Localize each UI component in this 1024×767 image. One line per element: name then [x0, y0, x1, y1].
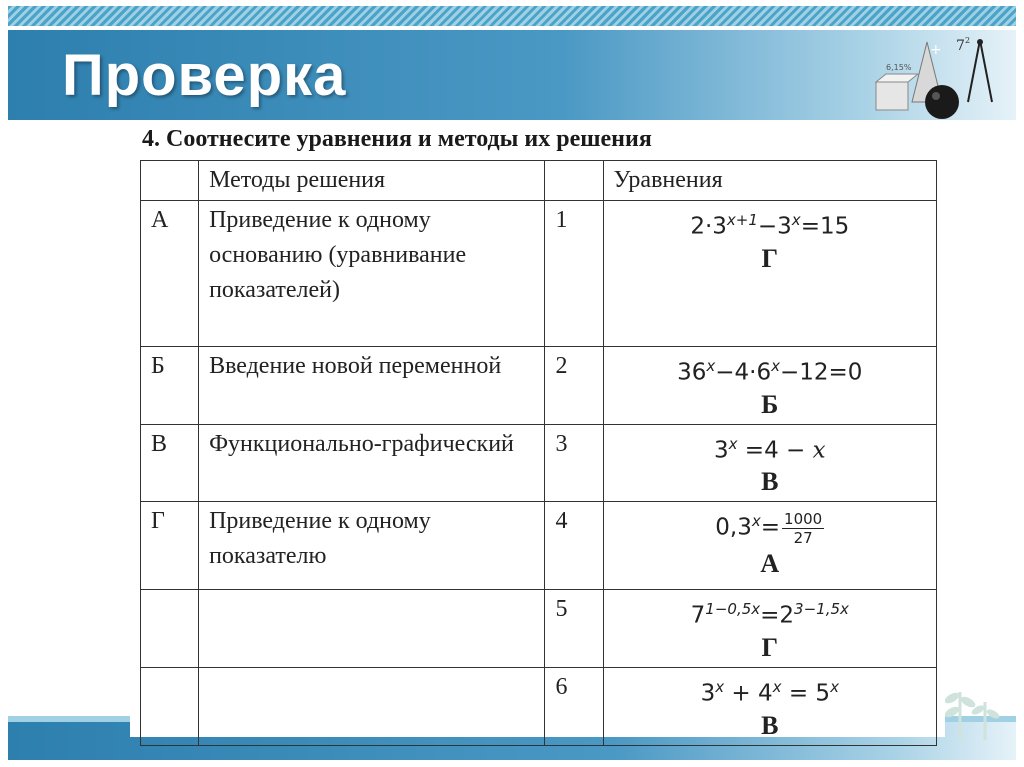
- table-row: [141, 201, 937, 347]
- answer-letter: В: [761, 467, 779, 497]
- equation: $7^{1-0,5x}=2^{3-1,5x}$: [690, 600, 849, 629]
- equation: $3^x + 4^x = 5^x$: [700, 677, 839, 707]
- table-row: [141, 347, 937, 425]
- table-row: [141, 590, 937, 668]
- header-methods: Методы решения: [199, 161, 545, 201]
- row-letter: [141, 667, 199, 745]
- row-letter: [141, 590, 199, 668]
- header-equations: Уравнения: [603, 161, 936, 201]
- equation-cell: [603, 502, 936, 590]
- top-stripe: [8, 6, 1016, 26]
- table-header-row: [141, 161, 937, 201]
- row-number: 3: [545, 424, 603, 502]
- geometry-logo-icon: [872, 32, 1002, 124]
- equation: $2\cdot 3^{x+1}-3^x=15$: [690, 211, 850, 240]
- table-row: [141, 502, 937, 590]
- row-number: 2: [545, 347, 603, 425]
- row-letter: Г: [141, 502, 199, 590]
- equation: $36^x-4\cdot 6^x-12=0$: [677, 357, 863, 386]
- answer-letter: В: [761, 710, 779, 740]
- row-number: 6: [545, 667, 603, 745]
- sprout-decoration-icon: [940, 680, 1010, 740]
- row-number: 1: [545, 201, 603, 347]
- document-page: [130, 120, 945, 740]
- svg-text:+: +: [930, 42, 942, 58]
- svg-text:6,15%: 6,15%: [886, 63, 912, 72]
- row-method: [199, 667, 545, 745]
- row-method: Функционально-графический: [199, 424, 545, 502]
- svg-text:2: 2: [965, 36, 971, 45]
- row-method: Приведение к одному основанию (уравнивание показателей): [199, 201, 545, 347]
- row-letter: А: [141, 201, 199, 347]
- row-method: [199, 590, 545, 668]
- equation: $3^x =4 - x$: [713, 434, 826, 464]
- equation-cell: [603, 347, 936, 425]
- row-letter: В: [141, 424, 199, 502]
- header-letter: [141, 161, 199, 201]
- row-letter: Б: [141, 347, 199, 425]
- fraction: $\frac{1000}{27}$: [784, 509, 823, 547]
- answer-letter: Б: [761, 389, 779, 419]
- answer-letter: Г: [761, 632, 779, 662]
- equation-cell: [603, 590, 936, 668]
- table-row: [141, 424, 937, 502]
- row-number: 5: [545, 590, 603, 668]
- answer-letter: Г: [761, 243, 779, 273]
- row-method: Введение новой переменной: [199, 347, 545, 425]
- equation-cell: [603, 201, 936, 347]
- answer-letter: А: [760, 548, 780, 578]
- row-number: 4: [545, 502, 603, 590]
- equation-cell: [603, 667, 936, 745]
- table-row: [141, 667, 937, 745]
- equation-cell: [603, 424, 936, 502]
- header-number: [545, 161, 603, 201]
- methods-table: [140, 160, 937, 746]
- equation: $0,3^x=$ $\frac{1000}{27}$: [715, 509, 823, 547]
- svg-text:7: 7: [956, 38, 965, 54]
- slide-title: Проверка: [62, 43, 347, 108]
- task-heading: 4. Соотнесите уравнения и методы их решения: [142, 126, 652, 152]
- row-method: Приведение к одному показателю: [199, 502, 545, 590]
